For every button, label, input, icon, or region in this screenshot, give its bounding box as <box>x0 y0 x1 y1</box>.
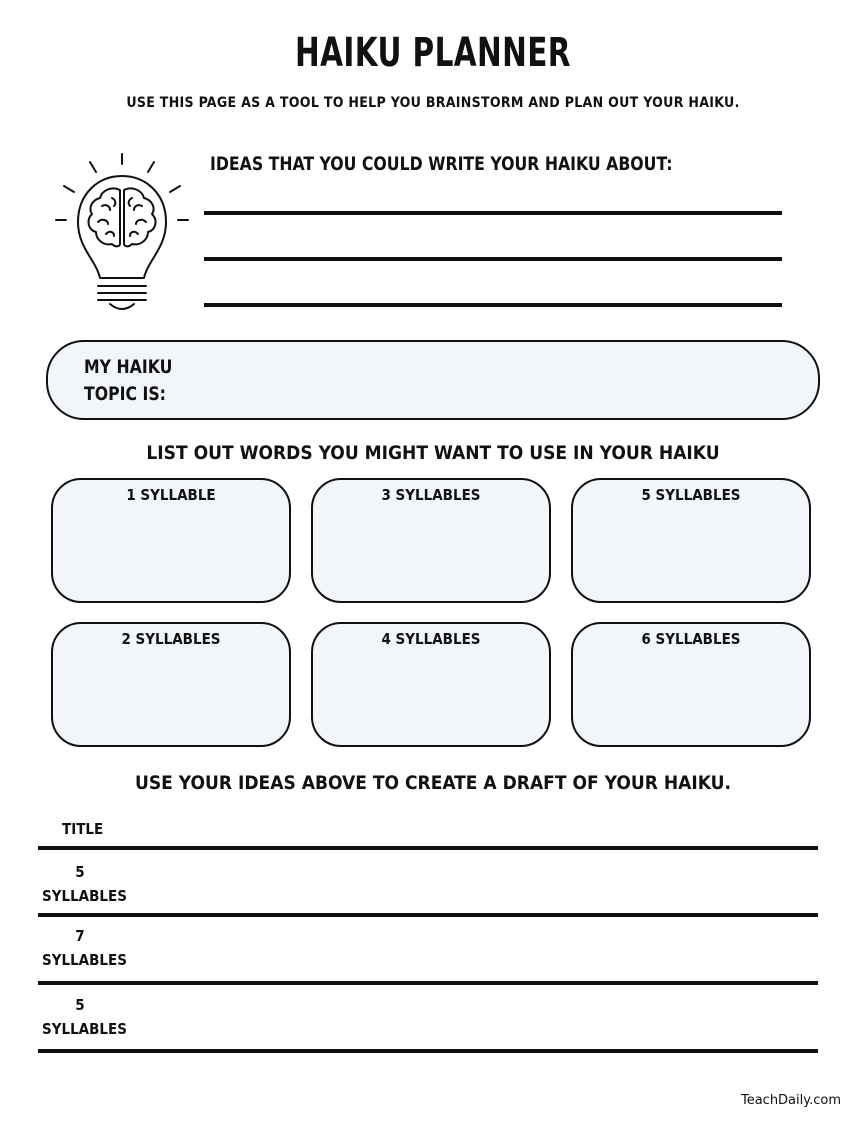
topic-box[interactable] <box>46 340 820 420</box>
draft-heading: USE YOUR IDEAS ABOVE TO CREATE A DRAFT OF YOUR HAIKU. <box>134 772 732 794</box>
syllable-box-6[interactable] <box>571 622 811 747</box>
topic-label-line-1: MY HAIKU <box>84 356 173 378</box>
syllable-count: 5 <box>75 863 85 881</box>
words-heading: LIST OUT WORDS YOU MIGHT WANT TO USE IN YOUR HAIKU <box>146 442 720 464</box>
syllable-box-label: 4 SYLLABLES <box>381 630 481 648</box>
topic-label <box>84 354 172 408</box>
page-subtitle: USE THIS PAGE AS A TOOL TO HELP YOU BRAINSTORM AND PLAN OUT YOUR HAIKU. <box>126 95 740 111</box>
draft-line-1-label <box>42 860 127 908</box>
syllable-box-5[interactable] <box>571 478 811 603</box>
lightbulb-brain-icon <box>52 150 192 320</box>
syllable-box-label: 2 SYLLABLES <box>121 630 221 648</box>
syllable-word: SYLLABLES <box>42 951 127 969</box>
syllable-word: SYLLABLES <box>42 1020 127 1038</box>
topic-label-line-2: TOPIC IS: <box>84 383 166 405</box>
syllable-box-3[interactable] <box>311 478 551 603</box>
footer-site: TeachDaily.com <box>740 1093 841 1108</box>
ideas-label: IDEAS THAT YOU COULD WRITE YOUR HAIKU ABOUT: <box>210 153 673 175</box>
syllable-word: SYLLABLES <box>42 887 127 905</box>
syllable-count: 5 <box>75 996 85 1014</box>
idea-line-3[interactable] <box>204 303 782 307</box>
draft-line-1[interactable] <box>38 913 818 917</box>
draft-line-2-label <box>42 924 127 972</box>
draft-title-line[interactable] <box>38 846 818 850</box>
draft-line-3-label <box>42 993 127 1041</box>
syllable-count: 7 <box>75 927 85 945</box>
syllable-box-label: 5 SYLLABLES <box>641 486 741 504</box>
draft-line-3[interactable] <box>38 1049 818 1053</box>
syllable-box-label: 1 SYLLABLE <box>126 486 216 504</box>
syllable-box-label: 6 SYLLABLES <box>641 630 741 648</box>
draft-title-label: TITLE <box>62 820 104 838</box>
page-title: HAIKU PLANNER <box>295 30 571 76</box>
draft-line-2[interactable] <box>38 981 818 985</box>
idea-line-1[interactable] <box>204 211 782 215</box>
syllable-box-label: 3 SYLLABLES <box>381 486 481 504</box>
idea-line-2[interactable] <box>204 257 782 261</box>
syllable-box-1[interactable] <box>51 478 291 603</box>
syllable-box-4[interactable] <box>311 622 551 747</box>
syllable-box-2[interactable] <box>51 622 291 747</box>
